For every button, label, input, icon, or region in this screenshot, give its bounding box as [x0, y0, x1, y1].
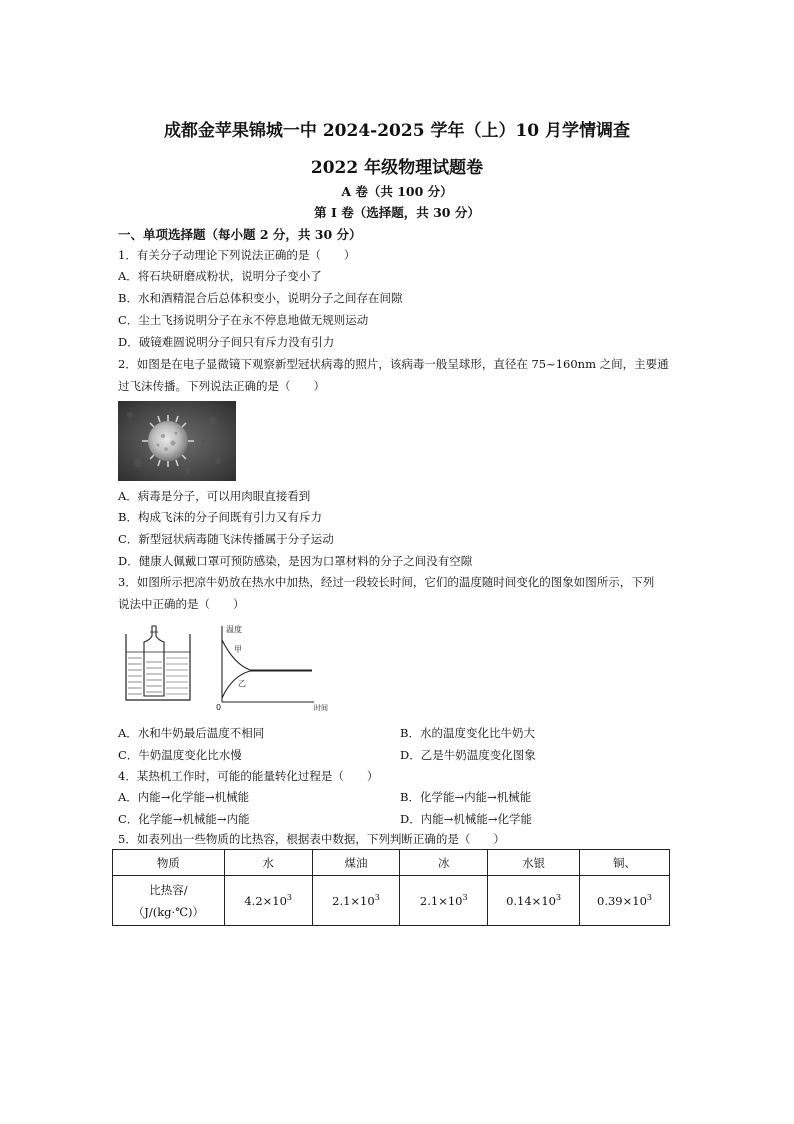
q5-stem: 5．如表列出一些物质的比热容，根据表中数据，下列判断正确的是（ ） — [118, 832, 505, 846]
q2-stem-line1: 2．如图是在电子显微镜下观察新型冠状病毒的照片，该病毒一般呈球形，直径在 75~160nm 之间，主要通 — [118, 357, 669, 371]
exam-subtitle: 2022 年级物理试题卷 — [310, 158, 484, 178]
table-cell-kerosene: $2.1\times 10^3$ — [312, 876, 400, 926]
exam-title: 成都金苹果锦城一中 2024-2025 学年（上）10 月学情调查 — [163, 121, 631, 141]
water-hatching — [128, 658, 188, 694]
q4-option-c: C．化学能→机械能→内能 — [118, 812, 250, 826]
table-header-mercury: 水银 — [488, 850, 580, 876]
table-cell-ice: $2.1\times 10^3$ — [400, 876, 488, 926]
q3-figure — [118, 622, 328, 714]
curve-label-jia: 甲 — [234, 645, 242, 654]
beaker-with-bottle — [126, 626, 190, 700]
part-label: 第 I 卷（选择题，共 30 分） — [314, 205, 480, 220]
q1-option-b: B．水和酒精混合后总体积变小，说明分子之间存在间隙 — [118, 291, 403, 305]
table-row-label — [113, 876, 225, 926]
q2-option-d: D．健康人佩戴口罩可预防感染，是因为口罩材料的分子之间没有空隙 — [118, 554, 473, 568]
graph-x-label: 时间 — [314, 704, 328, 712]
graph-origin: 0 — [216, 703, 222, 712]
q2-option-a: A．病毒是分子，可以用肉眼直接看到 — [118, 489, 311, 503]
q3-stem-line2: 说法中正确的是（ ） — [118, 597, 245, 611]
q2-option-b: B．构成飞沫的分子间既有引力又有斥力 — [118, 510, 322, 524]
q1-option-a: A．将石块研磨成粉状，说明分子变小了 — [118, 269, 322, 283]
table-header-copper: 铜、 — [580, 850, 670, 876]
specific-heat-table — [112, 849, 670, 926]
row-label-line2: （J/(kg·℃)） — [132, 904, 205, 919]
temperature-graph — [222, 626, 314, 702]
curve-label-yi: 乙 — [238, 679, 246, 688]
table-cell-mercury: $0.14\times 10^3$ — [488, 876, 580, 926]
q1-option-c: C．尘土飞扬说明分子在永不停息地做无规则运动 — [118, 313, 369, 327]
q3-option-c: C．牛奶温度变化比水慢 — [118, 748, 242, 762]
q4-option-d: D．内能→机械能→化学能 — [400, 812, 532, 826]
table-cell-copper: $0.39\times 10^3$ — [580, 876, 670, 926]
q3-option-d: D．乙是牛奶温度变化图象 — [400, 748, 536, 762]
table-header-water: 水 — [224, 850, 312, 876]
q4-option-a: A．内能→化学能→机械能 — [118, 790, 250, 804]
volume-label: A 卷（共 100 分） — [341, 184, 453, 199]
row-label-line1: 比热容/ — [149, 882, 188, 897]
q2-option-c: C．新型冠状病毒随飞沫传播属于分子运动 — [118, 532, 334, 546]
section-heading: 一、单项选择题（每小题 2 分，共 30 分） — [118, 227, 362, 242]
q1-stem: 1．有关分子动理论下列说法正确的是（ ） — [118, 248, 356, 262]
q3-stem-line1: 3．如图所示把凉牛奶放在热水中加热，经过一段较长时间，它们的温度随时间变化的图象如图所示，下列 — [118, 575, 655, 589]
q1-option-d: D．破镜难圆说明分子间只有斥力没有引力 — [118, 335, 335, 349]
table-header-kerosene: 煤油 — [312, 850, 400, 876]
table-header-substance: 物质 — [113, 850, 225, 876]
q4-option-b: B．化学能→内能→机械能 — [400, 790, 532, 804]
virus-micrograph — [118, 401, 236, 481]
table-cell-water: $4.2\times 10^3$ — [224, 876, 312, 926]
q3-option-a: A．水和牛奶最后温度不相同 — [118, 726, 265, 740]
q2-stem-line2: 过飞沫传播。下列说法正确的是（ ） — [118, 379, 325, 393]
q4-stem: 4．某热机工作时，可能的能量转化过程是（ ） — [118, 769, 379, 783]
graph-y-label: 温度 — [226, 625, 242, 634]
table-header-ice: 冰 — [400, 850, 488, 876]
q3-option-b: B．水的温度变化比牛奶大 — [400, 726, 535, 740]
